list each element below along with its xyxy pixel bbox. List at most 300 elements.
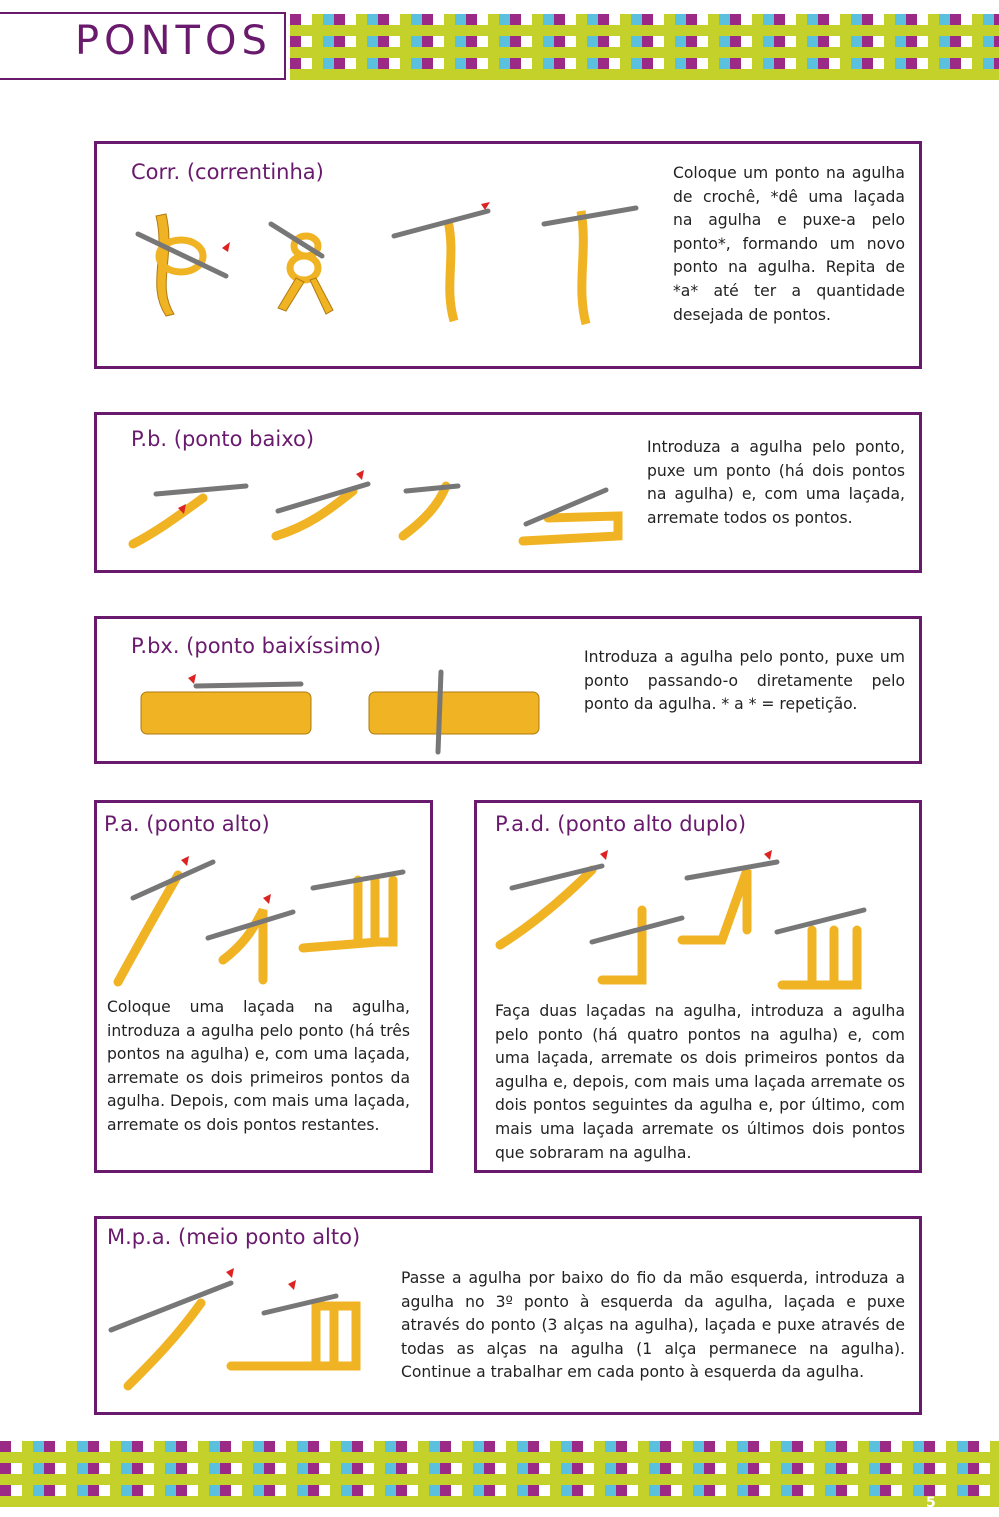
checker-cell xyxy=(385,1463,396,1474)
checker-cell xyxy=(983,58,994,69)
checker-cell xyxy=(598,14,609,25)
checker-cell xyxy=(730,25,741,36)
checker-cell xyxy=(627,1452,638,1463)
checker-cell xyxy=(143,1452,154,1463)
checker-cell xyxy=(576,69,587,80)
checker-cell xyxy=(323,69,334,80)
checker-cell xyxy=(143,1496,154,1507)
checker-cell xyxy=(499,69,510,80)
checker-cell xyxy=(631,25,642,36)
checker-cell xyxy=(462,1485,473,1496)
checker-cell xyxy=(264,1485,275,1496)
checker-cell xyxy=(422,14,433,25)
checker-cell xyxy=(682,1452,693,1463)
checker-cell xyxy=(847,1452,858,1463)
checker-cell xyxy=(649,1485,660,1496)
checker-cell xyxy=(792,1441,803,1452)
checker-cell xyxy=(814,1485,825,1496)
checker-cell xyxy=(620,25,631,36)
section-mpa-text: Passe a agulha por baixo do fio da mão esquerda, introduza a agulha no 3º ponto à esquerda da agulha, laçada e puxe através do ponto (3 alças na agulha), laçada e puxe através de todas as alças na agulha (1 alça permanece na agulha). Continue a trabalhar em cada ponto à esquerda da agulha. xyxy=(401,1269,905,1382)
checker-cell xyxy=(785,14,796,25)
checker-cell xyxy=(616,1496,627,1507)
checker-cell xyxy=(792,1463,803,1474)
checker-cell xyxy=(686,36,697,47)
checker-cell xyxy=(924,1463,935,1474)
checker-cell xyxy=(477,14,488,25)
checker-cell xyxy=(950,14,961,25)
checker-cell xyxy=(517,1474,528,1485)
checker-cell xyxy=(807,47,818,58)
checker-cell xyxy=(367,69,378,80)
section-pbx-heading: P.bx. (ponto baixíssimo) xyxy=(131,634,382,658)
checker-cell xyxy=(264,1474,275,1485)
page-number: 5 xyxy=(926,1495,936,1511)
checker-cell xyxy=(521,25,532,36)
checker-cell xyxy=(653,36,664,47)
checker-cell xyxy=(862,25,873,36)
checker-cell xyxy=(275,1463,286,1474)
checker-cell xyxy=(902,1441,913,1452)
checker-cell xyxy=(319,1452,330,1463)
checker-cell xyxy=(737,1441,748,1452)
checker-cell xyxy=(209,1496,220,1507)
checker-cell xyxy=(77,1441,88,1452)
checker-cell xyxy=(748,1463,759,1474)
checker-cell xyxy=(609,58,620,69)
checker-cell xyxy=(851,47,862,58)
checker-cell xyxy=(950,69,961,80)
checker-cell xyxy=(312,69,323,80)
checker-cell xyxy=(605,1474,616,1485)
checker-border-top xyxy=(290,14,999,80)
checker-cell xyxy=(433,58,444,69)
checker-cell xyxy=(869,1496,880,1507)
checker-cell xyxy=(444,47,455,58)
checker-cell xyxy=(807,25,818,36)
checker-cell xyxy=(990,1463,999,1474)
checker-cell xyxy=(220,1452,231,1463)
checker-cell xyxy=(726,1441,737,1452)
checker-cell xyxy=(851,14,862,25)
checker-cell xyxy=(389,25,400,36)
checker-cell xyxy=(455,69,466,80)
checker-cell xyxy=(869,1485,880,1496)
checker-cell xyxy=(807,14,818,25)
checker-cell xyxy=(484,1463,495,1474)
checker-cell xyxy=(836,1441,847,1452)
checker-cell xyxy=(363,1485,374,1496)
checker-cell xyxy=(983,69,994,80)
checker-cell xyxy=(341,1496,352,1507)
checker-cell xyxy=(884,47,895,58)
checker-cell xyxy=(396,1485,407,1496)
checker-cell xyxy=(88,1474,99,1485)
checker-cell xyxy=(693,1496,704,1507)
checker-cell xyxy=(543,58,554,69)
checker-cell xyxy=(352,1452,363,1463)
checker-cell xyxy=(781,1452,792,1463)
checker-cell xyxy=(11,1441,22,1452)
checker-cell xyxy=(187,1496,198,1507)
checker-cell xyxy=(803,1474,814,1485)
checker-cell xyxy=(396,1496,407,1507)
checker-cell xyxy=(66,1496,77,1507)
checker-cell xyxy=(576,58,587,69)
checker-cell xyxy=(290,36,301,47)
checker-cell xyxy=(792,1496,803,1507)
checker-cell xyxy=(972,69,983,80)
checker-cell xyxy=(484,1474,495,1485)
checker-cell xyxy=(506,1485,517,1496)
checker-cell xyxy=(576,47,587,58)
checker-cell xyxy=(598,58,609,69)
checker-cell xyxy=(367,47,378,58)
checker-cell xyxy=(110,1441,121,1452)
page-title: PONTOS xyxy=(75,18,272,64)
checker-cell xyxy=(44,1474,55,1485)
checker-cell xyxy=(165,1485,176,1496)
checker-cell xyxy=(231,1474,242,1485)
checker-cell xyxy=(825,1474,836,1485)
checker-cell xyxy=(671,1474,682,1485)
checker-cell xyxy=(781,1474,792,1485)
checker-cell xyxy=(873,58,884,69)
checker-cell xyxy=(983,14,994,25)
checker-cell xyxy=(429,1496,440,1507)
checker-cell xyxy=(176,1474,187,1485)
checker-cell xyxy=(873,25,884,36)
checker-cell xyxy=(704,1485,715,1496)
checker-cell xyxy=(422,47,433,58)
checker-cell xyxy=(763,36,774,47)
checker-cell xyxy=(675,69,686,80)
checker-cell xyxy=(675,36,686,47)
checker-cell xyxy=(550,1463,561,1474)
checker-cell xyxy=(0,1452,11,1463)
checker-cell xyxy=(466,47,477,58)
checker-cell xyxy=(176,1496,187,1507)
checker-cell xyxy=(462,1441,473,1452)
checker-cell xyxy=(598,69,609,80)
checker-cell xyxy=(231,1485,242,1496)
checker-cell xyxy=(935,1474,946,1485)
checker-cell xyxy=(968,1485,979,1496)
checker-cell xyxy=(884,58,895,69)
checker-cell xyxy=(44,1463,55,1474)
checker-cell xyxy=(825,1463,836,1474)
checker-cell xyxy=(242,1485,253,1496)
checker-cell xyxy=(301,69,312,80)
checker-cell xyxy=(341,1441,352,1452)
checker-cell xyxy=(840,69,851,80)
checker-cell xyxy=(400,69,411,80)
checker-cell xyxy=(880,1496,891,1507)
checker-cell xyxy=(121,1452,132,1463)
checker-cell xyxy=(631,36,642,47)
checker-cell xyxy=(323,36,334,47)
checker-cell xyxy=(132,1474,143,1485)
checker-cell xyxy=(363,1474,374,1485)
checker-cell xyxy=(499,25,510,36)
checker-cell xyxy=(748,1474,759,1485)
checker-cell xyxy=(873,14,884,25)
checker-cell xyxy=(994,58,999,69)
checker-cell xyxy=(781,1463,792,1474)
checker-cell xyxy=(587,14,598,25)
checker-cell xyxy=(143,1441,154,1452)
checker-cell xyxy=(979,1452,990,1463)
checker-cell xyxy=(400,14,411,25)
checker-cell xyxy=(730,47,741,58)
checker-cell xyxy=(583,1463,594,1474)
checker-cell xyxy=(132,1441,143,1452)
checker-cell xyxy=(506,1452,517,1463)
checker-cell xyxy=(792,1452,803,1463)
checker-cell xyxy=(389,36,400,47)
checker-cell xyxy=(638,1463,649,1474)
checker-cell xyxy=(356,58,367,69)
checker-cell xyxy=(770,1441,781,1452)
double-crochet-illustration xyxy=(103,850,421,990)
checker-cell xyxy=(22,1485,33,1496)
checker-cell xyxy=(154,1474,165,1485)
checker-cell xyxy=(55,1463,66,1474)
checker-cell xyxy=(44,1441,55,1452)
checker-cell xyxy=(143,1485,154,1496)
checker-cell xyxy=(506,1496,517,1507)
checker-cell xyxy=(829,14,840,25)
checker-cell xyxy=(649,1474,660,1485)
checker-cell xyxy=(334,47,345,58)
checker-cell xyxy=(374,1463,385,1474)
checker-cell xyxy=(840,36,851,47)
checker-cell xyxy=(939,69,950,80)
checker-cell xyxy=(231,1463,242,1474)
checker-cell xyxy=(198,1496,209,1507)
checker-cell xyxy=(627,1463,638,1474)
checker-cell xyxy=(517,1463,528,1474)
checker-cell xyxy=(385,1496,396,1507)
checker-cell xyxy=(561,1452,572,1463)
checker-cell xyxy=(748,1441,759,1452)
checker-cell xyxy=(774,25,785,36)
checker-cell xyxy=(638,1452,649,1463)
checker-cell xyxy=(242,1441,253,1452)
checker-cell xyxy=(550,1452,561,1463)
checker-cell xyxy=(55,1441,66,1452)
checker-cell xyxy=(638,1496,649,1507)
checker-cell xyxy=(913,1463,924,1474)
checker-cell xyxy=(803,1485,814,1496)
checker-cell xyxy=(143,1474,154,1485)
checker-cell xyxy=(330,1441,341,1452)
checker-cell xyxy=(301,58,312,69)
checker-cell xyxy=(209,1485,220,1496)
checker-cell xyxy=(55,1474,66,1485)
checker-cell xyxy=(572,1474,583,1485)
checker-cell xyxy=(345,25,356,36)
checker-cell xyxy=(653,47,664,58)
checker-cell xyxy=(829,25,840,36)
checker-cell xyxy=(847,1474,858,1485)
checker-cell xyxy=(785,47,796,58)
checker-cell xyxy=(946,1452,957,1463)
checker-cell xyxy=(99,1463,110,1474)
checker-cell xyxy=(429,1463,440,1474)
checker-cell xyxy=(319,1485,330,1496)
checker-cell xyxy=(330,1485,341,1496)
checker-cell xyxy=(517,1496,528,1507)
checker-cell xyxy=(374,1474,385,1485)
checker-cell xyxy=(653,25,664,36)
section-pb-text: Introduza a agulha pelo ponto, puxe um ponto (há dois pontos na agulha) e, com uma laçada, arremate todos os pontos. xyxy=(647,438,905,527)
checker-cell xyxy=(748,1485,759,1496)
checker-cell xyxy=(286,1474,297,1485)
checker-cell xyxy=(770,1463,781,1474)
checker-cell xyxy=(741,36,752,47)
section-pa-text: Coloque uma laçada na agulha, introduza a agulha pelo ponto (há três pontos na agulha) e, com uma laçada, arremate os dois primeiros pontos da agulha. Depois, com mais uma laçada, arremate os dois pontos restantes. xyxy=(107,998,410,1134)
checker-cell xyxy=(389,69,400,80)
checker-cell xyxy=(752,36,763,47)
checker-cell xyxy=(642,14,653,25)
checker-cell xyxy=(242,1463,253,1474)
checker-cell xyxy=(187,1441,198,1452)
checker-cell xyxy=(583,1496,594,1507)
checker-cell xyxy=(979,1496,990,1507)
checker-cell xyxy=(242,1452,253,1463)
checker-cell xyxy=(796,14,807,25)
checker-cell xyxy=(891,1441,902,1452)
checker-cell xyxy=(367,36,378,47)
checker-cell xyxy=(836,1452,847,1463)
checker-cell xyxy=(554,58,565,69)
checker-cell xyxy=(719,47,730,58)
checker-cell xyxy=(737,1463,748,1474)
checker-cell xyxy=(422,36,433,47)
checker-cell xyxy=(462,1463,473,1474)
checker-cell xyxy=(176,1463,187,1474)
checker-cell xyxy=(55,1496,66,1507)
checker-cell xyxy=(411,14,422,25)
checker-cell xyxy=(451,1485,462,1496)
checker-cell xyxy=(44,1452,55,1463)
checker-cell xyxy=(532,58,543,69)
checker-cell xyxy=(198,1441,209,1452)
checker-cell xyxy=(862,47,873,58)
checker-cell xyxy=(939,25,950,36)
checker-cell xyxy=(770,1485,781,1496)
checker-cell xyxy=(873,47,884,58)
checker-cell xyxy=(979,1441,990,1452)
checker-cell xyxy=(532,47,543,58)
checker-cell xyxy=(715,1452,726,1463)
checker-cell xyxy=(154,1452,165,1463)
checker-cell xyxy=(473,1463,484,1474)
checker-cell xyxy=(132,1463,143,1474)
checker-cell xyxy=(796,58,807,69)
checker-cell xyxy=(356,25,367,36)
checker-cell xyxy=(715,1496,726,1507)
checker-cell xyxy=(781,1485,792,1496)
checker-cell xyxy=(308,1496,319,1507)
checker-cell xyxy=(847,1485,858,1496)
checker-cell xyxy=(110,1452,121,1463)
checker-cell xyxy=(950,36,961,47)
checker-cell xyxy=(686,69,697,80)
checker-cell xyxy=(572,1441,583,1452)
checker-cell xyxy=(253,1463,264,1474)
checker-cell xyxy=(616,1474,627,1485)
checker-cell xyxy=(950,25,961,36)
checker-cell xyxy=(730,14,741,25)
checker-cell xyxy=(642,36,653,47)
section-corr-text: Coloque um ponto na agulha de crochê, *dê uma laçada na agulha e puxe-a pelo ponto*, formando um novo ponto na agulha. Repita de *a* até ter a quantidade desejada de pontos. xyxy=(673,164,905,324)
checker-cell xyxy=(561,1463,572,1474)
checker-cell xyxy=(957,1496,968,1507)
checker-cell xyxy=(763,25,774,36)
checker-cell xyxy=(400,47,411,58)
checker-cell xyxy=(433,69,444,80)
checker-cell xyxy=(367,25,378,36)
checker-cell xyxy=(726,1496,737,1507)
checker-cell xyxy=(840,14,851,25)
checker-pattern xyxy=(0,1441,999,1517)
checker-cell xyxy=(785,36,796,47)
checker-cell xyxy=(99,1441,110,1452)
checker-cell xyxy=(374,1496,385,1507)
checker-cell xyxy=(510,69,521,80)
checker-cell xyxy=(429,1441,440,1452)
checker-cell xyxy=(499,36,510,47)
checker-cell xyxy=(572,1485,583,1496)
checker-cell xyxy=(312,47,323,58)
checker-cell xyxy=(972,36,983,47)
checker-cell xyxy=(840,58,851,69)
checker-cell xyxy=(891,1485,902,1496)
checker-cell xyxy=(297,1463,308,1474)
checker-cell xyxy=(774,36,785,47)
checker-cell xyxy=(528,1441,539,1452)
checker-cell xyxy=(389,58,400,69)
checker-cell xyxy=(209,1474,220,1485)
checker-cell xyxy=(763,47,774,58)
checker-cell xyxy=(66,1463,77,1474)
checker-cell xyxy=(44,1485,55,1496)
checker-cell xyxy=(455,14,466,25)
checker-cell xyxy=(345,14,356,25)
checker-cell xyxy=(598,36,609,47)
checker-cell xyxy=(433,25,444,36)
checker-cell xyxy=(308,1474,319,1485)
checker-cell xyxy=(818,36,829,47)
checker-cell xyxy=(682,1474,693,1485)
checker-cell xyxy=(517,1441,528,1452)
checker-cell xyxy=(682,1485,693,1496)
checker-cell xyxy=(906,25,917,36)
checker-cell xyxy=(154,1485,165,1496)
checker-cell xyxy=(242,1474,253,1485)
checker-cell xyxy=(737,1452,748,1463)
checker-cell xyxy=(968,1463,979,1474)
checker-cell xyxy=(968,1496,979,1507)
checker-cell xyxy=(521,14,532,25)
checker-cell xyxy=(946,1463,957,1474)
checker-cell xyxy=(561,1441,572,1452)
section-pad-heading: P.a.d. (ponto alto duplo) xyxy=(495,812,747,836)
checker-cell xyxy=(598,47,609,58)
checker-cell xyxy=(521,36,532,47)
checker-cell xyxy=(605,1496,616,1507)
